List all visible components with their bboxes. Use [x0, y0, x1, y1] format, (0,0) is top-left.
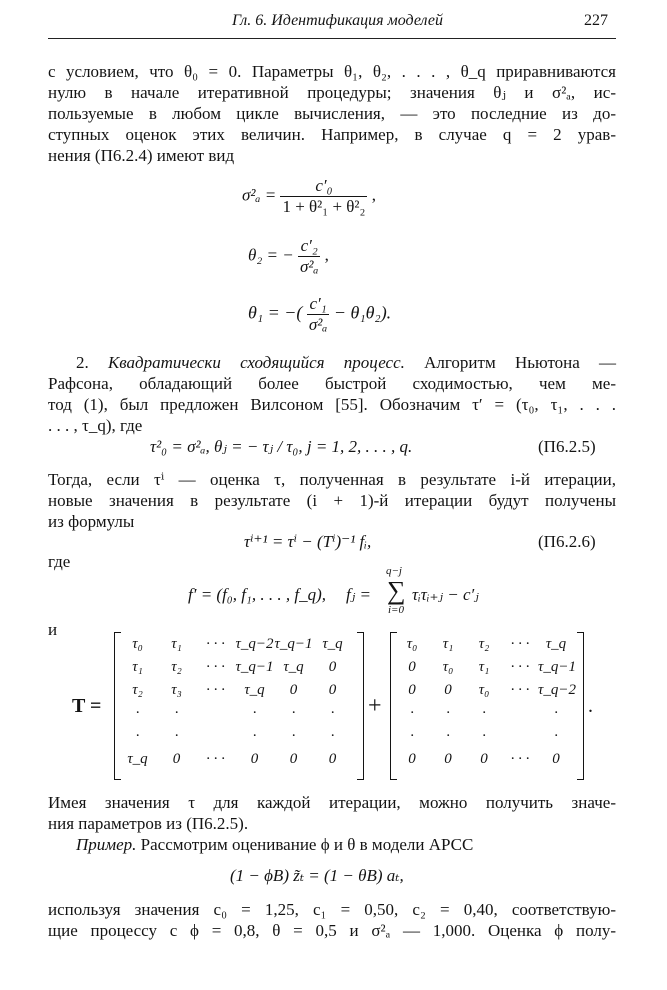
matrix-a-cell: · · ·	[206, 751, 225, 767]
matrix-b-cell: τ₀	[406, 636, 418, 652]
matrix-a-cell: 0	[250, 751, 259, 767]
matrix-b-cell: ·	[482, 705, 486, 721]
example-equation: (1 − ϕB) z̃ₜ = (1 − θB) aₜ,	[230, 866, 404, 885]
matrix-b-cell: 0	[408, 659, 416, 675]
matrix-a	[118, 636, 354, 776]
equation-p6-2-5: τ²₀ = σ²ₐ, θⱼ = − τⱼ / τ₀, j = 1, 2, . . . , q.	[150, 437, 413, 456]
sum-upper-limit: q−j	[386, 565, 402, 577]
matrix-a-cell: ·	[174, 705, 179, 721]
section2-line-1: 2. Квадратически сходящийся процесс. Алгоритм Ньютона —	[76, 353, 617, 372]
matrix-a-cell: ·	[291, 728, 296, 744]
matrix-a-cell: τ_q	[244, 682, 265, 698]
matrix-lhs: T =	[72, 695, 102, 717]
running-header: Гл. 6. Идентификация моделей	[232, 12, 444, 29]
matrix-b-cell: τ₁	[442, 636, 454, 652]
section-number: 2.	[76, 353, 89, 372]
matrix-a-cell: 0	[328, 682, 337, 698]
equation-f-vector: f′ = (f₀, f₁, . . . , f_q),	[188, 585, 326, 604]
matrix-b-cell: 0	[408, 682, 416, 698]
matrix-a-cell: τ₀	[132, 636, 143, 652]
matrix-a-cell: 0	[289, 682, 298, 698]
section-title: Квадратически сходящийся процесс.	[107, 353, 405, 372]
matrix-a-cell: · · ·	[206, 636, 225, 652]
equation-theta1: θ₁ = −( $\frac{\text{c′₁}}{\text{σ²ₐ}}$ − θ₁θ₂).	[248, 294, 392, 334]
page-number: 227	[584, 12, 608, 29]
matrix-a-cell: τ₂	[171, 659, 182, 675]
para1-line-1: с условием, что θ₀ = 0. Параметры θ₁, θ₂, . . . , θ_q приравниваются	[48, 62, 616, 81]
matrix-a-cell: ·	[330, 705, 335, 721]
matrix-period: .	[588, 695, 593, 717]
matrix-a-cell: τ_q	[322, 636, 343, 652]
para1-line-3: пользуемые в любом цикле вычисления, — это последние из до-	[48, 104, 616, 123]
matrix-b-cell: 0	[444, 751, 452, 767]
matrix-b-cell: ·	[410, 705, 414, 721]
matrix-b-cell: ·	[410, 728, 414, 744]
matrix-a-cell: ·	[291, 705, 296, 721]
matrix-b-cell: τ₁	[478, 659, 490, 675]
para1-line-5: нения (П6.2.4) имеют вид	[48, 146, 235, 165]
matrix-a-cell: ·	[252, 705, 257, 721]
section2-line-4: . . . , τ_q), где	[48, 416, 143, 435]
equation-label-p6-2-6: (П6.2.6)	[538, 532, 596, 551]
matrix-a-cell: ·	[135, 705, 140, 721]
header-rule	[48, 38, 616, 39]
matrix-b-cell: ·	[446, 705, 450, 721]
equation-p6-2-6: τⁱ⁺¹ = τⁱ − (Tⁱ)⁻¹ fᵢ,	[244, 532, 372, 551]
matrix-a-cell: τ₁	[132, 659, 143, 675]
matrix-b-cell: 0	[408, 751, 416, 767]
matrix-b-cell: · · ·	[510, 659, 530, 675]
matrix-b-cell: · · ·	[510, 751, 530, 767]
equation-label-p6-2-5: (П6.2.5)	[538, 437, 596, 456]
section2-line-2: Рафсона, обладающий более быстрой сходимостью, чем ме-	[48, 374, 616, 393]
matrix-a-cell: τ_q−1	[235, 659, 274, 675]
equation-fj-rhs: τᵢτᵢ₊ⱼ − c′ⱼ	[412, 585, 479, 604]
para4-line-2: ния параметров из (П6.2.5).	[48, 814, 249, 833]
para5-line-1: используя значения c₀ = 1,25, c₁ = 0,50, c₂ = 0,40, соответствую-	[48, 900, 616, 919]
matrix-a-cell: τ_q−2	[235, 636, 274, 652]
matrix-b-cell: · · ·	[510, 682, 530, 698]
para1-line-2: нулю в начале итеративной процедуры; значения θⱼ и σ²ₐ, ис-	[48, 83, 616, 102]
matrix-b-cell: τ₀	[442, 659, 454, 675]
where-word: где	[48, 552, 71, 571]
para4-line-1: Имея значения τ для каждой итерации, можно получить значе-	[48, 793, 616, 812]
matrix-a-cell: ·	[252, 728, 257, 744]
matrix-b-right-bracket	[577, 632, 584, 780]
matrix-a-cell: ·	[174, 728, 179, 744]
para3-line-3: из формулы	[48, 512, 135, 531]
matrix-a-cell: · · ·	[206, 659, 225, 675]
matrix-plus: +	[368, 693, 382, 719]
matrix-a-cell: 0	[172, 751, 181, 767]
matrix-a-right-bracket	[357, 632, 364, 780]
and-word: и	[48, 620, 58, 639]
matrix-b-cell: 0	[444, 682, 452, 698]
matrix-a-cell: τ_q	[127, 751, 148, 767]
matrix-b-cell: ·	[554, 705, 558, 721]
matrix-a-cell: τ₂	[132, 682, 143, 698]
matrix-b-cell: · · ·	[510, 636, 530, 652]
matrix-b-cell: τ₂	[478, 636, 490, 652]
matrix-a-cell: τ_q	[283, 659, 304, 675]
matrix-a-cell: 0	[289, 751, 298, 767]
matrix-b-cell: τ_q	[545, 636, 567, 652]
para5-line-2: щие процессу с ϕ = 0,8, θ = 0,5 и σ²ₐ — 1,000. Оценка ϕ полу-	[48, 921, 616, 940]
matrix-a-cell: 0	[328, 751, 337, 767]
equation-sigma-a: σ²ₐ = $\frac{\text{c′₀}}{\text{1 + θ²₁ + θ²₂}}$ ,	[242, 176, 376, 216]
matrix-b	[394, 636, 574, 776]
matrix-b-cell: 0	[552, 751, 560, 767]
equation-theta2: θ₂ = − $\frac{\text{c′₂}}{\text{σ²ₐ}}$ ,	[248, 236, 329, 276]
para1-line-4: ступных оценок этих величин. Например, в случае q = 2 урав-	[48, 125, 616, 144]
para3-line-1: Тогда, если τⁱ — оценка τ, полученная в результате i-й итерации,	[48, 470, 616, 489]
matrix-b-cell: τ_q−1	[538, 659, 576, 675]
sum-sign: ∑	[387, 576, 406, 605]
matrix-a-cell: · · ·	[206, 682, 225, 698]
equation-fj-lhs: fⱼ =	[346, 585, 371, 604]
example-line: Пример. Рассмотрим оценивание ϕ и θ в модели АРСС	[76, 835, 474, 854]
matrix-a-cell: 0	[328, 659, 337, 675]
matrix-a-cell: τ₃	[171, 682, 182, 698]
matrix-a-cell: ·	[135, 728, 140, 744]
matrix-b-cell: τ₀	[478, 682, 490, 698]
section2-line-3: тод (1), был предложен Вилсоном [55]. Обозначим τ′ = (τ₀, τ₁, . . .	[48, 395, 616, 414]
matrix-b-cell: ·	[482, 728, 486, 744]
matrix-b-cell: τ_q−2	[538, 682, 576, 698]
sum-lower-limit: i=0	[388, 604, 404, 616]
matrix-a-cell: τ_q−1	[274, 636, 313, 652]
matrix-b-cell: 0	[480, 751, 488, 767]
matrix-b-cell: ·	[554, 728, 558, 744]
matrix-a-cell: ·	[330, 728, 335, 744]
example-label: Пример.	[76, 835, 137, 854]
matrix-b-cell: ·	[446, 728, 450, 744]
para3-line-2: новые значения в результате (i + 1)-й итерации будут получены	[48, 491, 616, 510]
matrix-a-cell: τ₁	[171, 636, 182, 652]
